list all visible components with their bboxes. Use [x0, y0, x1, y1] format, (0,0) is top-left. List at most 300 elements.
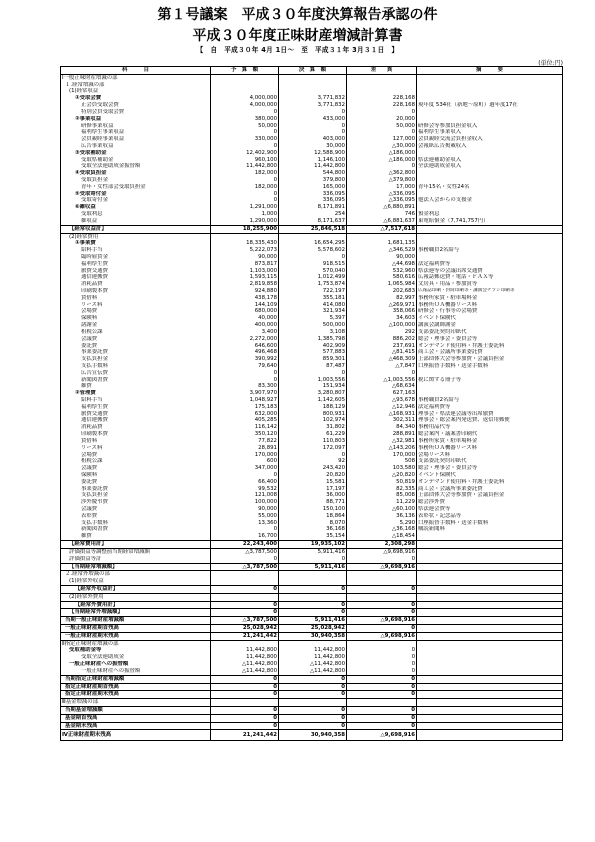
difference-cell: 0 — [347, 625, 417, 633]
table-row — [61, 452, 563, 459]
final-notes — [417, 730, 563, 741]
actual-cell: 0 — [279, 109, 347, 116]
notes-cell — [417, 714, 563, 722]
table-row — [61, 472, 563, 479]
difference-cell: 82,997 — [347, 295, 417, 302]
notes-cell: イベント保険代 — [417, 472, 563, 479]
table-row — [61, 625, 563, 633]
budget-cell: 438,178 — [211, 295, 279, 302]
actual-cell: 0 — [279, 556, 347, 563]
notes-cell — [417, 240, 563, 247]
budget-cell: 0 — [211, 609, 279, 617]
account-cell: (2)経常費用 — [61, 233, 211, 240]
budget-cell: 380,000 — [211, 116, 279, 123]
notes-cell — [417, 683, 563, 691]
table-row — [61, 563, 563, 571]
difference-cell: 358,066 — [347, 308, 417, 315]
budget-cell: 0 — [211, 691, 279, 699]
account-cell: 消耗品費 — [61, 281, 211, 288]
table-row — [61, 479, 563, 486]
account-cell: 正会員受取会費 — [61, 102, 211, 109]
difference-cell: △9,698,916 — [347, 617, 417, 625]
notes-cell: 他法人会からの支援金 — [417, 197, 563, 204]
difference-cell: △7,517,618 — [347, 225, 417, 233]
table-row — [61, 513, 563, 520]
actual-cell: 0 — [279, 123, 347, 130]
difference-cell: 0 — [347, 556, 417, 563]
account-cell: 臨時雇賃金 — [61, 254, 211, 261]
actual-cell: 379,800 — [279, 177, 347, 184]
actual-cell: △11,442,800 — [279, 668, 347, 675]
actual-cell: 5,911,416 — [279, 548, 347, 555]
actual-cell: 102,974 — [279, 417, 347, 424]
notes-cell: 支部委託契約印紙代 — [417, 329, 563, 336]
account-cell: 福利厚生事業収益 — [61, 129, 211, 136]
actual-cell: 1,753,874 — [279, 281, 347, 288]
actual-cell: 1,012,499 — [279, 274, 347, 281]
notes-cell — [417, 601, 563, 609]
account-cell: 支払手数料 — [61, 520, 211, 527]
actual-cell: 0 — [279, 609, 347, 617]
account-cell: 会議費 — [61, 465, 211, 472]
account-cell: 一般正味財産への振替額 — [61, 668, 211, 675]
actual-cell: 1,142,605 — [279, 397, 347, 404]
notes-cell: 法定福利費等 — [417, 261, 563, 268]
notes-cell: 商工会・会議所事業委託費 — [417, 349, 563, 356]
account-cell: Ⅱ指定正味財産増減の部 — [61, 640, 211, 647]
notes-cell: イベント保険代 — [417, 315, 563, 322]
actual-cell: 0 — [279, 370, 347, 377]
notes-cell — [417, 170, 563, 177]
difference-cell: 0 — [347, 609, 417, 617]
actual-cell: 19,935,102 — [279, 541, 347, 549]
actual-cell: 12,588,900 — [279, 150, 347, 157]
table-row — [61, 548, 563, 555]
account-cell: 保険料 — [61, 315, 211, 322]
table-row — [61, 417, 563, 424]
actual-cell: 0 — [279, 706, 347, 714]
difference-cell: △30,000 — [347, 143, 417, 150]
table-row — [61, 129, 563, 136]
difference-cell: △68,634 — [347, 383, 417, 390]
table-row — [61, 295, 563, 302]
budget-cell: 11,442,800 — [211, 163, 279, 170]
table-row — [61, 150, 563, 157]
difference-cell: 0 — [347, 163, 417, 170]
account-cell: 支払手数料 — [61, 363, 211, 370]
difference-cell: △336,095 — [347, 191, 417, 198]
notes-cell: 理事会・県法連会議等出席旅費 — [417, 411, 563, 418]
budget-cell: 182,000 — [211, 184, 279, 191]
statement-title: 平成３０年度正味財産増減計算書 — [192, 28, 403, 44]
account-cell: 受取全法連助成金振替額 — [61, 163, 211, 170]
budget-cell: 0 — [211, 722, 279, 730]
account-cell: 評価損益等計 — [61, 556, 211, 563]
budget-cell: 116,142 — [211, 424, 279, 431]
notes-cell: 理事会・総会案内発送費、返信用郵便 — [417, 417, 563, 424]
notes-cell — [417, 578, 563, 585]
table-row — [61, 541, 563, 549]
budget-cell: 632,000 — [211, 411, 279, 418]
budget-cell: △3,787,500 — [211, 617, 279, 625]
account-cell: 消耗品費 — [61, 424, 211, 431]
notes-cell: 商工会・会議所事業委託費 — [417, 486, 563, 493]
budget-cell: 66,400 — [211, 479, 279, 486]
header-row — [61, 67, 563, 75]
notes-cell: 事務所ＯＡ機器リース料 — [417, 445, 563, 452]
table-row — [61, 526, 563, 533]
actual-cell — [279, 593, 347, 601]
account-cell: 一般正味財産期首残高 — [61, 625, 211, 633]
notes-cell — [417, 585, 563, 593]
budget-cell: △11,442,800 — [211, 661, 279, 668]
budget-cell: 77,822 — [211, 438, 279, 445]
account-cell: 給料手当 — [61, 247, 211, 254]
table-row — [61, 609, 563, 617]
actual-cell — [279, 88, 347, 95]
notes-cell — [417, 675, 563, 683]
budget-cell: 350,120 — [211, 431, 279, 438]
budget-cell: △3,787,500 — [211, 563, 279, 571]
account-cell: 【経常外収益計】 — [61, 585, 211, 593]
difference-cell — [347, 699, 417, 707]
notes-cell: 上部団体大会等参加費・会議負担金 — [417, 356, 563, 363]
account-cell: 当期基金増減額 — [61, 706, 211, 714]
actual-cell: 16,654,295 — [279, 240, 347, 247]
actual-cell: 0 — [279, 129, 347, 136]
table-row — [61, 95, 563, 102]
actual-cell — [279, 74, 347, 81]
notes-cell: 研修会等参加負担金収入 — [417, 123, 563, 130]
budget-cell: 0 — [211, 714, 279, 722]
difference-cell: △36,168 — [347, 526, 417, 533]
budget-cell: 16,700 — [211, 533, 279, 540]
table-row — [61, 377, 563, 384]
budget-cell: 390,992 — [211, 356, 279, 363]
notes-cell — [417, 82, 563, 89]
notes-cell: 表彰状・記念品等 — [417, 513, 563, 520]
table-row — [61, 486, 563, 493]
budget-cell: 4,000,000 — [211, 102, 279, 109]
actual-cell: 165,000 — [279, 184, 347, 191]
difference-cell — [347, 571, 417, 578]
notes-cell: 福利厚生事業収入 — [417, 129, 563, 136]
notes-cell — [417, 177, 563, 184]
table-row — [61, 268, 563, 275]
account-cell: 研修事業収益 — [61, 123, 211, 130]
table-row — [61, 204, 563, 211]
budget-cell: 330,000 — [211, 136, 279, 143]
notes-cell — [417, 625, 563, 633]
account-cell: 広告事業収益 — [61, 143, 211, 150]
table-row — [61, 123, 563, 130]
difference-cell: 84,340 — [347, 424, 417, 431]
budget-cell: 347,000 — [211, 465, 279, 472]
account-cell: (1)経常外収益 — [61, 578, 211, 585]
table-row — [61, 397, 563, 404]
notes-cell: 総会・理事会・委員会等 — [417, 336, 563, 343]
actual-cell: 110,803 — [279, 438, 347, 445]
difference-cell: 82,335 — [347, 486, 417, 493]
budget-cell: 11,442,800 — [211, 654, 279, 661]
budget-cell: 99,532 — [211, 486, 279, 493]
account-cell: 支払負担金 — [61, 492, 211, 499]
actual-cell: 31,802 — [279, 424, 347, 431]
actual-cell — [279, 578, 347, 585]
account-cell: (1)経常収益 — [61, 88, 211, 95]
notes-cell: 事務所ＯＡ機器リース料 — [417, 302, 563, 309]
difference-cell: △269,971 — [347, 302, 417, 309]
actual-cell: 8,070 — [279, 520, 347, 527]
account-cell: 【当期経常増減額】 — [61, 563, 211, 571]
actual-cell: 36,168 — [279, 526, 347, 533]
table-row — [61, 445, 563, 452]
actual-cell: 918,515 — [279, 261, 347, 268]
budget-cell: 0 — [211, 675, 279, 683]
actual-cell — [279, 82, 347, 89]
difference-cell: 228,168 — [347, 95, 417, 102]
notes-cell — [417, 548, 563, 555]
table-row — [61, 383, 563, 390]
table-row — [61, 109, 563, 116]
notes-cell: 事務所家賃・駐車場料金 — [417, 438, 563, 445]
difference-cell: 288,891 — [347, 431, 417, 438]
budget-cell: 0 — [211, 177, 279, 184]
budget-cell: 144,109 — [211, 302, 279, 309]
budget-cell: 0 — [211, 556, 279, 563]
budget-cell — [211, 233, 279, 240]
notes-cell: 広報誌印刷・封筒印刷等・講演会チラシ印刷等 — [417, 288, 563, 295]
difference-cell: 17,000 — [347, 184, 417, 191]
account-cell: 通信運搬費 — [61, 417, 211, 424]
actual-cell: 0 — [279, 675, 347, 683]
difference-cell: 228,168 — [347, 102, 417, 109]
notes-cell — [417, 563, 563, 571]
difference-cell: 36,136 — [347, 513, 417, 520]
budget-cell — [211, 640, 279, 647]
difference-cell: △7,847 — [347, 363, 417, 370]
account-cell: 一般正味財産への振替額 — [61, 661, 211, 668]
table-row — [61, 247, 563, 254]
table-row — [61, 184, 563, 191]
actual-cell — [279, 233, 347, 240]
table-row — [61, 668, 563, 675]
difference-cell: 0 — [347, 129, 417, 136]
budget-cell: 1,048,927 — [211, 397, 279, 404]
table-row — [61, 499, 563, 506]
table-row — [61, 691, 563, 699]
notes-cell: 口座振替手数料・送金手数料 — [417, 363, 563, 370]
header-actual: 決 算 額 — [279, 67, 347, 75]
header-notes: 摘 要 — [417, 67, 563, 75]
difference-cell: 0 — [347, 683, 417, 691]
final-budget: 21,241,442 — [211, 730, 279, 741]
difference-cell — [347, 74, 417, 81]
notes-cell — [417, 383, 563, 390]
table-row — [61, 632, 563, 640]
difference-cell: △9,698,916 — [347, 563, 417, 571]
header-account: 科 目 — [61, 67, 211, 75]
budget-cell: 18,255,900 — [211, 225, 279, 233]
budget-cell: 3,907,970 — [211, 390, 279, 397]
difference-cell: △100,000 — [347, 322, 417, 329]
account-cell: 受取寄付金 — [61, 197, 211, 204]
notes-cell — [417, 571, 563, 578]
actual-cell: 859,301 — [279, 356, 347, 363]
difference-cell: 0 — [347, 714, 417, 722]
table-row — [61, 424, 563, 431]
notes-cell — [417, 390, 563, 397]
difference-cell: 0 — [347, 647, 417, 654]
budget-cell: 1,290,000 — [211, 218, 279, 225]
difference-cell: 0 — [347, 691, 417, 699]
budget-cell: 4,000,000 — [211, 95, 279, 102]
actual-cell: 570,040 — [279, 268, 347, 275]
budget-cell: 924,880 — [211, 288, 279, 295]
notes-cell: 東電賠償金（7,741,757円） — [417, 218, 563, 225]
difference-cell: 0 — [347, 675, 417, 683]
budget-cell: 1,103,000 — [211, 268, 279, 275]
notes-cell — [417, 150, 563, 157]
difference-cell: 0 — [347, 706, 417, 714]
table-row — [61, 661, 563, 668]
difference-cell: 5,290 — [347, 520, 417, 527]
account-cell: 事業委託費 — [61, 486, 211, 493]
budget-cell: 0 — [211, 370, 279, 377]
actual-cell: 17,197 — [279, 486, 347, 493]
budget-cell: 873,817 — [211, 261, 279, 268]
budget-cell: 5,222,073 — [211, 247, 279, 254]
account-cell: 賃借料 — [61, 438, 211, 445]
statement-table — [60, 66, 563, 741]
difference-cell: 0 — [347, 668, 417, 675]
difference-cell: 0 — [347, 661, 417, 668]
table-row — [61, 647, 563, 654]
account-cell: 青年・女性部会受取負担金 — [61, 184, 211, 191]
final-actual: 30,940,358 — [279, 730, 347, 741]
difference-cell: △9,698,916 — [347, 548, 417, 555]
difference-cell: 50,000 — [347, 123, 417, 130]
account-cell: 諸謝金 — [61, 322, 211, 329]
notes-cell: 全法連助成金収入 — [417, 163, 563, 170]
budget-cell: 2,272,000 — [211, 336, 279, 343]
notes-cell — [417, 533, 563, 540]
account-cell: 特別会員受取会費 — [61, 109, 211, 116]
actual-cell: 0 — [279, 585, 347, 593]
actual-cell: 150,100 — [279, 506, 347, 513]
actual-cell: △11,442,800 — [279, 661, 347, 668]
difference-cell: 11,229 — [347, 499, 417, 506]
table-row — [61, 706, 563, 714]
account-cell: 会場費 — [61, 452, 211, 459]
difference-cell: 1,681,135 — [347, 240, 417, 247]
budget-cell — [211, 74, 279, 81]
difference-cell: △9,698,916 — [347, 632, 417, 640]
difference-cell — [347, 640, 417, 647]
difference-cell: 90,000 — [347, 254, 417, 261]
budget-cell: 0 — [211, 129, 279, 136]
actual-cell: 0 — [279, 254, 347, 261]
notes-cell — [417, 74, 563, 81]
budget-cell — [211, 593, 279, 601]
actual-cell: 172,097 — [279, 445, 347, 452]
difference-cell: △379,800 — [347, 177, 417, 184]
actual-cell: 35,154 — [279, 533, 347, 540]
difference-cell: 532,960 — [347, 268, 417, 275]
table-row — [61, 390, 563, 397]
table-row — [61, 308, 563, 315]
account-cell: １.経常増減の部 — [61, 82, 211, 89]
account-cell: Ⅲ基金増減の部 — [61, 699, 211, 707]
table-row — [61, 191, 563, 198]
account-cell: 受取利息 — [61, 211, 211, 218]
difference-cell: △44,698 — [347, 261, 417, 268]
actual-cell: 8,171,891 — [279, 204, 347, 211]
account-cell: 会議費 — [61, 336, 211, 343]
table-row — [61, 343, 563, 350]
actual-cell: 336,095 — [279, 197, 347, 204]
actual-cell: 800,931 — [279, 411, 347, 418]
budget-cell: 79,640 — [211, 363, 279, 370]
difference-cell: 85,008 — [347, 492, 417, 499]
actual-cell: 1,385,798 — [279, 336, 347, 343]
difference-cell: △1,003,556 — [347, 377, 417, 384]
account-cell: 雑収益 — [61, 218, 211, 225]
notes-cell: 県法連等の会議出席交通費 — [417, 268, 563, 275]
actual-cell: 0 — [279, 691, 347, 699]
table-row — [61, 675, 563, 683]
notes-cell: 県法連会費等 — [417, 506, 563, 513]
notes-cell — [417, 654, 563, 661]
account-cell: ①事業費 — [61, 240, 211, 247]
actual-cell: 3,108 — [279, 329, 347, 336]
notes-cell: 総会渉外費 — [417, 499, 563, 506]
account-cell: 基金期末残高 — [61, 722, 211, 730]
notes-cell: 購読新聞料 — [417, 526, 563, 533]
budget-cell: 1,593,115 — [211, 274, 279, 281]
account-cell: 旅費交通費 — [61, 268, 211, 275]
difference-cell: △81,415 — [347, 349, 417, 356]
account-cell: 【経常費用計】 — [61, 541, 211, 549]
notes-cell: 上部団体大会等参加費・会議負担金 — [417, 492, 563, 499]
actual-cell: 0 — [279, 722, 347, 730]
table-row — [61, 74, 563, 81]
budget-cell — [211, 88, 279, 95]
actual-cell: 30,940,358 — [279, 632, 347, 640]
actual-cell — [279, 640, 347, 647]
account-cell: 賃借料 — [61, 295, 211, 302]
budget-cell: △3,787,500 — [211, 548, 279, 555]
difference-cell — [347, 593, 417, 601]
difference-cell: △93,678 — [347, 397, 417, 404]
budget-cell: 90,000 — [211, 506, 279, 513]
table-row — [61, 336, 563, 343]
notes-cell: 青年15名・女性24名 — [417, 184, 563, 191]
account-cell: 保険料 — [61, 472, 211, 479]
table-row — [61, 302, 563, 309]
actual-cell: 414,080 — [279, 302, 347, 309]
account-cell: 渉外慶弔費 — [61, 499, 211, 506]
budget-cell: 0 — [211, 601, 279, 609]
table-row — [61, 157, 563, 164]
account-cell: 通信運搬費 — [61, 274, 211, 281]
account-cell: 委託費 — [61, 479, 211, 486]
notes-cell — [417, 191, 563, 198]
actual-cell: 0 — [279, 452, 347, 459]
difference-cell: △336,095 — [347, 197, 417, 204]
difference-cell: △186,000 — [347, 150, 417, 157]
budget-cell: 600 — [211, 458, 279, 465]
